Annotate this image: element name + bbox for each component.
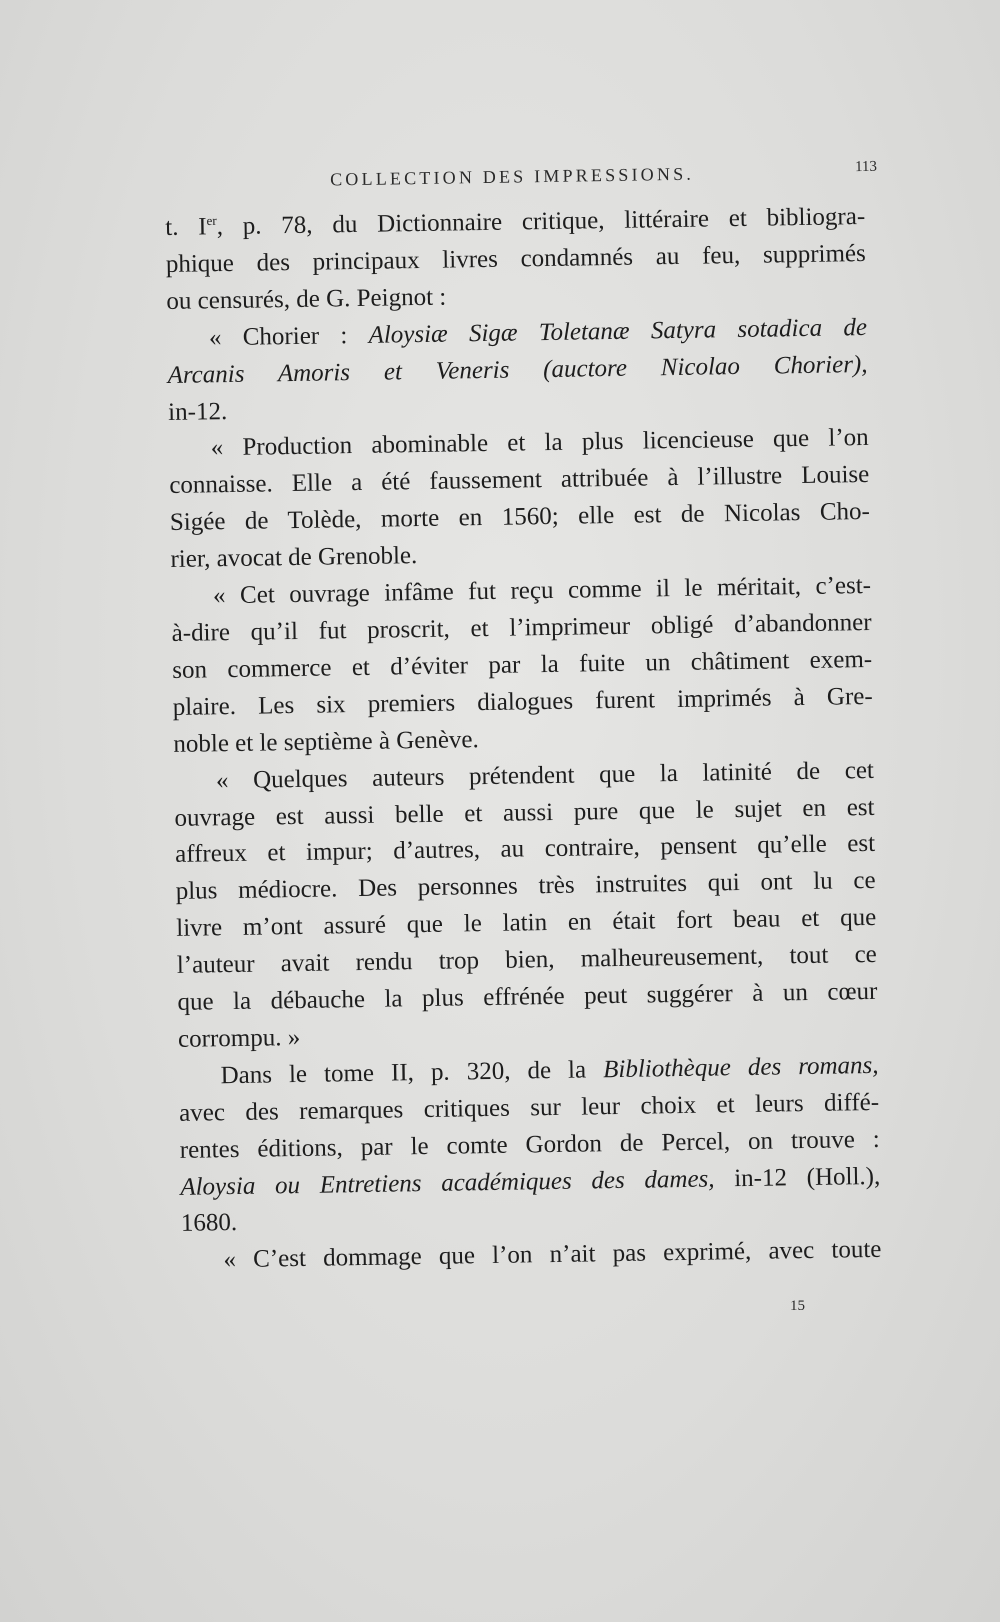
text-line: « C’est dommage que l’on n’ait pas exprimé, avec toute — [223, 1236, 882, 1274]
running-title: COLLECTION DES IMPRESSIONS. — [329, 163, 695, 190]
text-line: livre m’ont assuré que le latin en était fort beau et que — [176, 904, 877, 943]
text-line: rier, avocat de Grenoble. — [170, 542, 418, 574]
text-line: « Quelques auteurs prétendent que la latinité de cet — [215, 756, 875, 794]
text-line: plus médiocre. Des personnes très instruites qui ont lu ce — [175, 867, 876, 906]
text-line: connaisse. Elle a été faussement attribuée à l’illustre Louise — [169, 461, 870, 500]
text-line: corrompu. » — [177, 1023, 301, 1053]
text-line: à-dire qu’il fut proscrit, et l’imprimeur obligé d’abandonner — [171, 608, 872, 647]
text-line: l’auteur avait rendu trop bien, malheureusement, tout ce — [176, 941, 877, 980]
page-header — [165, 158, 878, 190]
text-line: Arcanis Amoris et Veneris (auctore Nicolao Chorier), — [167, 350, 868, 389]
text-line: ouvrage est aussi belle et aussi pure que le sujet en est — [174, 793, 875, 832]
text-line: affreux et impur; d’autres, au contraire, pensent qu’elle est — [174, 830, 876, 869]
text-line: phique des principaux livres condamnés au feu, supprimés — [165, 239, 866, 278]
text-line: Sigée de Tolède, morte en 1560; elle est de Nicolas Cho- — [169, 498, 871, 537]
body-text — [165, 199, 882, 1280]
text-line: Dans le tome II, p. 320, de la Bibliothèque des romans, — [220, 1051, 879, 1090]
signature-mark: 15 — [790, 1298, 805, 1314]
text-line: in-12. — [167, 397, 228, 426]
text-line: « Production abominable et la plus licencieuse que l’on — [210, 424, 869, 462]
text-line: avec des remarques critiques sur leur choix et leurs diffé- — [178, 1088, 880, 1127]
text-line: rentes éditions, par le comte Gordon de Percel, on trouve : — [179, 1125, 880, 1164]
text-line: « Chorier : Aloysiæ Sigæ Toletanæ Satyra sotadica de — [208, 313, 868, 352]
text-line: t. Ier, p. 78, du Dictionnaire critique, littéraire et bibliogra- — [165, 203, 866, 241]
text-line: 1680. — [180, 1209, 238, 1238]
text-line: ou censurés, de G. Peignot : — [166, 283, 447, 315]
page-number: 113 — [854, 158, 878, 176]
text-line: plaire. Les six premiers dialogues furent imprimés à Gre- — [172, 682, 873, 721]
text-line: noble et le septième à Genève. — [173, 725, 479, 758]
text-line: « Cet ouvrage infâme fut reçu comme il le méritait, c’est- — [212, 572, 872, 610]
text-line: Aloysia ou Entretiens académiques des dames, in-12 (Holl.), — [180, 1162, 881, 1201]
text-line: que la débauche la plus effrénée peut suggérer à un cœur — [177, 977, 878, 1016]
text-line: son commerce et d’éviter par la fuite un châtiment exem- — [172, 645, 873, 684]
